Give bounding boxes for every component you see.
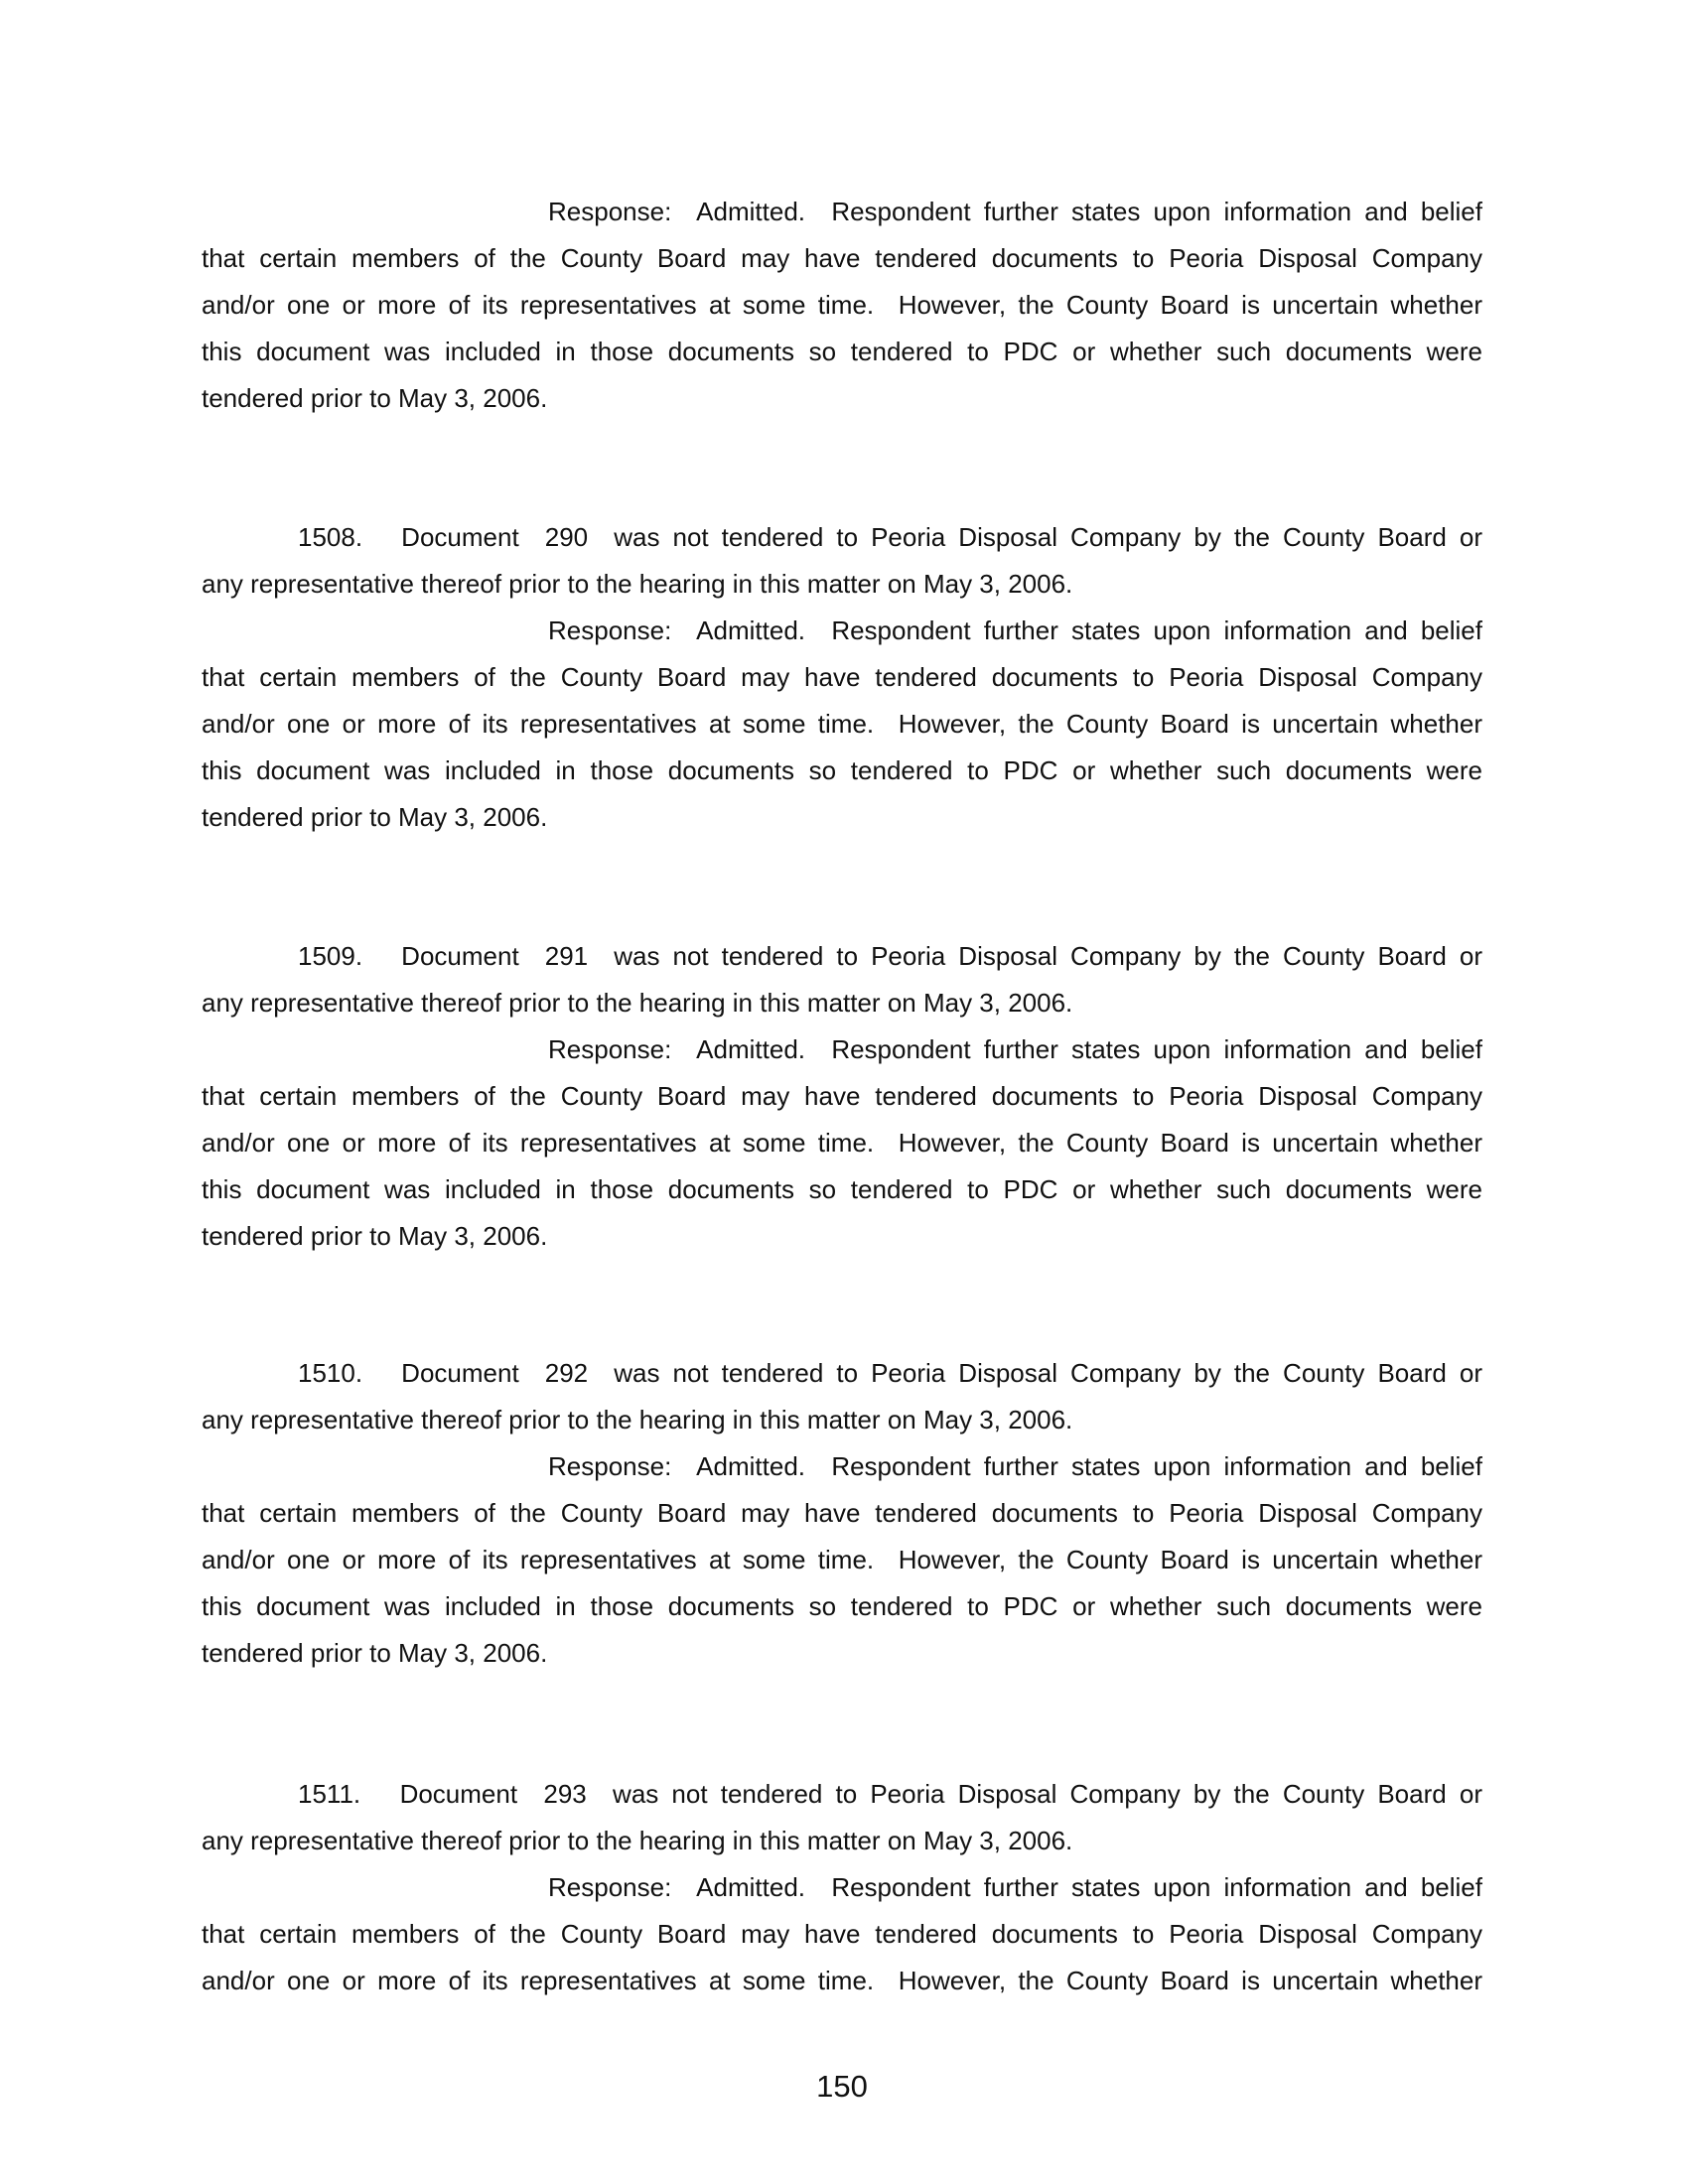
paragraph-1511-line2: any representative thereof prior to the hearing in this matter on May 3, 2006.	[202, 1826, 1073, 1855]
response-line: this document was included in those documents so tendered to PDC or whether such documents were	[202, 1591, 1482, 1621]
response-line: that certain members of the County Board may have tendered documents to Peoria Disposal Company	[202, 243, 1482, 273]
response-line: and/or one or more of its representatives at some time. However, the County Board is uncertain whether	[202, 1128, 1482, 1158]
response-line: and/or one or more of its representatives at some time. However, the County Board is uncertain whether	[202, 290, 1482, 320]
paragraph-1510-line2: any representative thereof prior to the hearing in this matter on May 3, 2006.	[202, 1405, 1073, 1434]
response-line: that certain members of the County Board may have tendered documents to Peoria Disposal Company	[202, 662, 1482, 692]
response-line: and/or one or more of its representatives at some time. However, the County Board is uncertain whether	[202, 1966, 1482, 1995]
paragraph-1509-line2: any representative thereof prior to the hearing in this matter on May 3, 2006.	[202, 988, 1073, 1018]
page-number: 150	[816, 2069, 868, 2104]
response-line: tendered prior to May 3, 2006.	[202, 383, 548, 413]
response-line: that certain members of the County Board may have tendered documents to Peoria Disposal Company	[202, 1919, 1482, 1949]
paragraph-1508-line1: 1508. Document 290 was not tendered to Peoria Disposal Company by the County Board or	[298, 522, 1482, 552]
response-line: Response: Admitted. Respondent further states upon information and belief	[548, 1451, 1482, 1481]
response-line: and/or one or more of its representatives at some time. However, the County Board is uncertain whether	[202, 709, 1482, 739]
response-line: Response: Admitted. Respondent further states upon information and belief	[548, 197, 1482, 226]
paragraph-1508-line2: any representative thereof prior to the hearing in this matter on May 3, 2006.	[202, 569, 1073, 599]
response-line: tendered prior to May 3, 2006.	[202, 802, 548, 832]
response-line: tendered prior to May 3, 2006.	[202, 1221, 548, 1251]
paragraph-1511-line1: 1511. Document 293 was not tendered to Peoria Disposal Company by the County Board or	[298, 1779, 1482, 1809]
response-line: Response: Admitted. Respondent further states upon information and belief	[548, 615, 1482, 645]
response-line: this document was included in those documents so tendered to PDC or whether such documents were	[202, 1174, 1482, 1204]
response-line: and/or one or more of its representatives at some time. However, the County Board is uncertain whether	[202, 1545, 1482, 1574]
response-line: tendered prior to May 3, 2006.	[202, 1638, 548, 1668]
response-line: that certain members of the County Board may have tendered documents to Peoria Disposal Company	[202, 1498, 1482, 1528]
response-line: Response: Admitted. Respondent further states upon information and belief	[548, 1034, 1482, 1064]
paragraph-1510-line1: 1510. Document 292 was not tendered to Peoria Disposal Company by the County Board or	[298, 1358, 1482, 1388]
response-line: Response: Admitted. Respondent further states upon information and belief	[548, 1872, 1482, 1902]
response-line: that certain members of the County Board may have tendered documents to Peoria Disposal Company	[202, 1081, 1482, 1111]
paragraph-1509-line1: 1509. Document 291 was not tendered to Peoria Disposal Company by the County Board or	[298, 941, 1482, 971]
response-line: this document was included in those documents so tendered to PDC or whether such documents were	[202, 755, 1482, 785]
response-line: this document was included in those documents so tendered to PDC or whether such documents were	[202, 337, 1482, 366]
